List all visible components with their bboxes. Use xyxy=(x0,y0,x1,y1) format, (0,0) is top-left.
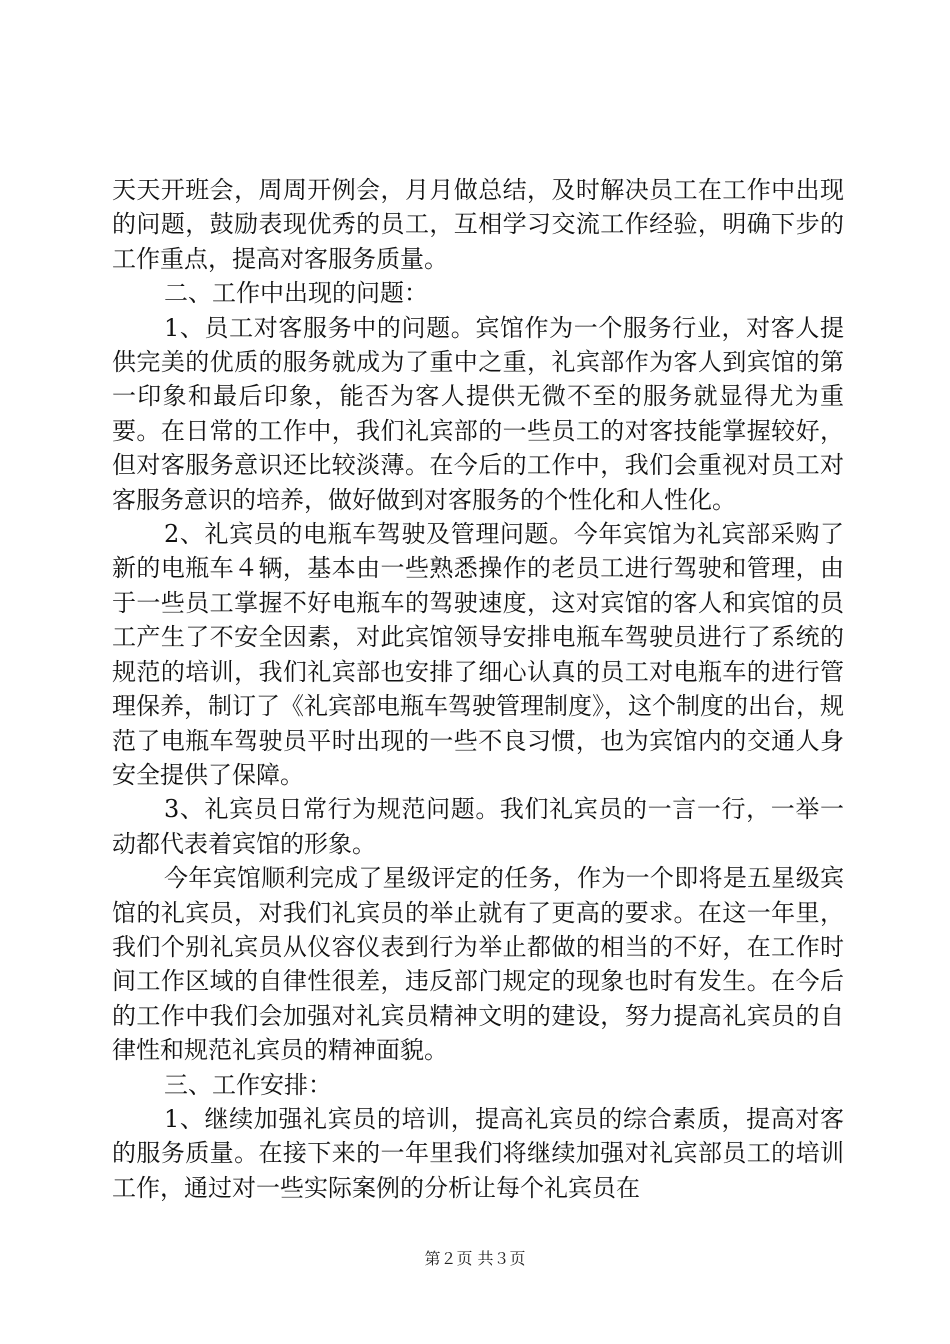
section-heading-problems: 二、工作中出现的问题： xyxy=(164,279,428,308)
page-footer: 第２页 共３页 xyxy=(424,1249,526,1268)
paragraph-problem-2: 2、礼宾员的电瓶车驾驶及管理问题。今年宾馆为礼宾部采购了新的电瓶车４辆，基本由一些熟悉操作的老员工进行驾驶和管理，由于一些员工掌握不好电瓶车的驾驶速度，这对宾馆的客人和宾馆的员工产生了不安全因素，对此宾馆领导安排电瓶车驾驶员进行了系统的规范的培训，我们礼宾部也安排了细心认真的员工对电瓶车的进行管理保养，制订了《礼宾部电瓶车驾驶管理制度》，这个制度的出台，规范了电瓶车驾驶员平时出现的一些不良习惯，也为宾馆内的交通人身安全提供了保障。 xyxy=(112,520,844,789)
paragraph-star-rating: 今年宾馆顺利完成了星级评定的任务，作为一个即将是五星级宾馆的礼宾员，对我们礼宾员的举止就有了更高的要求。在这一年里，我们个别礼宾员从仪容仪表到行为举止都做的相当的不好，在工作时间工作区域的自律性很差，违反部门规定的现象也时有发生。在今后的工作中我们会加强对礼宾员精神文明的建设，努力提高礼宾员的自律性和规范礼宾员的精神面貌。 xyxy=(112,864,844,1065)
section-heading-arrangements: 三、工作安排： xyxy=(164,1070,332,1099)
paragraph-problem-3: 3、礼宾员日常行为规范问题。我们礼宾员的一言一行，一举一动都代表着宾馆的形象。 xyxy=(112,795,844,858)
paragraph-arrangement-1: 1、继续加强礼宾员的培训，提高礼宾员的综合素质，提高对客的服务质量。在接下来的一年里我们将继续加强对礼宾部员工的培训工作，通过对一些实际案例的分析让每个礼宾员在 xyxy=(112,1104,844,1202)
document-body xyxy=(112,173,844,1205)
paragraph-problem-1: 1、员工对客服务中的问题。宾馆作为一个服务行业，对客人提供完美的优质的服务就成为了重中之重，礼宾部作为客人到宾馆的第一印象和最后印象，能否为客人提供无微不至的服务就显得尤为重要。在日常的工作中，我们礼宾部的一些员工的对客技能掌握较好，但对客服务意识还比较淡薄。在今后的工作中，我们会重视对员工对客服务意识的培养，做好做到对客服务的个性化和人性化。 xyxy=(112,313,844,514)
paragraph-continuation: 天天开班会，周周开例会，月月做总结，及时解决员工在工作中出现的问题，鼓励表现优秀的员工，互相学习交流工作经验，明确下步的工作重点，提高对客服务质量。 xyxy=(112,176,844,273)
